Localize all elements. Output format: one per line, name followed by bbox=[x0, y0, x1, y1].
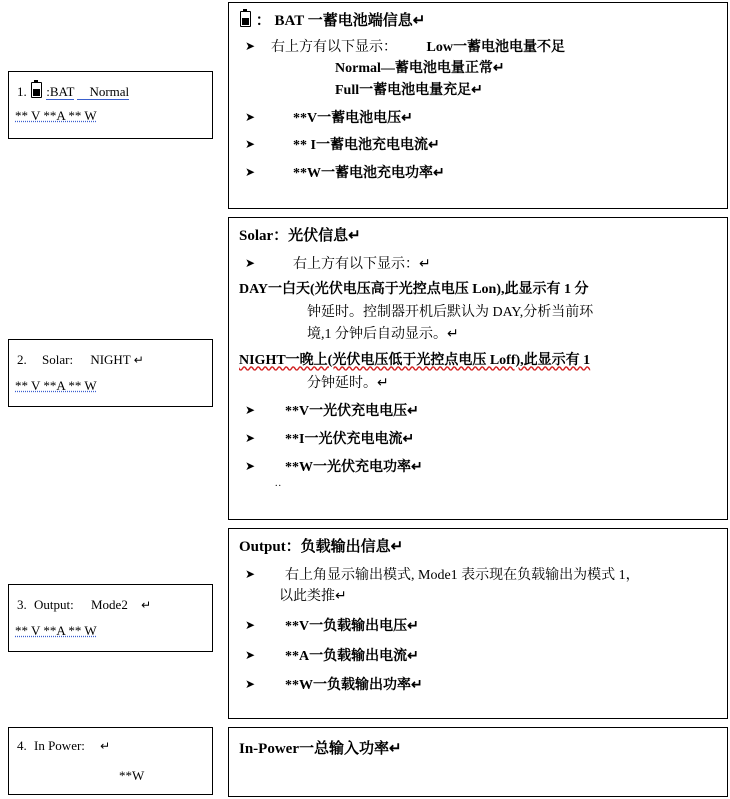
bullet-text: **V一负载输出电压↵ bbox=[285, 618, 419, 634]
bullet-tail-text: Low一蓄电池电量不足 bbox=[426, 39, 565, 55]
section-title-text: ： BAT 一蓄电池端信息↵ bbox=[255, 13, 426, 29]
bullet-text: **W一光伏充电功率↵ bbox=[285, 459, 423, 475]
bullet-row bbox=[239, 675, 717, 697]
arrow-bullet-icon: ➤ bbox=[245, 109, 256, 124]
paragraph-cont: 钟延时。控制器开机后默认为 DAY,分析当前环 bbox=[307, 304, 594, 320]
panel-status: Normal bbox=[77, 84, 129, 100]
arrow-bullet-icon: ➤ bbox=[245, 677, 256, 692]
bullet-text: **W一蓄电池充电功率↵ bbox=[293, 165, 445, 181]
bullet-text: **A一负载输出电流↵ bbox=[285, 648, 419, 664]
bullet-text: **V一光伏充电电压↵ bbox=[285, 404, 419, 420]
bullet-row bbox=[239, 108, 717, 130]
panel-index: 2. bbox=[17, 352, 27, 367]
panel-label: Output: bbox=[34, 597, 74, 612]
paragraph-lead-text: NIGHT一晚上(光伏电压低于光控点电压 Loff),此显示有 1 bbox=[239, 353, 591, 369]
section-title-output: Output：负载输出信息↵ bbox=[239, 539, 404, 555]
pilcrow-icon: ↵ bbox=[141, 598, 152, 612]
lcd-panel-inpower bbox=[8, 727, 213, 795]
bullet-row bbox=[239, 646, 717, 668]
pilcrow-icon: ↵ bbox=[133, 353, 144, 367]
panel-index: 3. bbox=[17, 597, 27, 612]
bullet-text: **W一负载输出功率↵ bbox=[285, 678, 423, 694]
panel-values: ** V **A ** W bbox=[15, 623, 97, 638]
lcd-line-1 bbox=[17, 597, 151, 613]
panel-status: Mode2 bbox=[90, 597, 128, 612]
battery-icon bbox=[31, 82, 42, 98]
paragraph-night bbox=[239, 350, 717, 395]
arrow-bullet-icon: ➤ bbox=[245, 38, 256, 53]
lcd-line-1 bbox=[17, 352, 144, 368]
bullet-text: **V一蓄电池电压↵ bbox=[293, 110, 413, 126]
lcd-line-1 bbox=[17, 82, 129, 100]
bullet-row bbox=[239, 429, 717, 451]
arrow-bullet-icon: ➤ bbox=[245, 566, 256, 581]
paragraph-lead: DAY一白天(光伏电压高于光控点电压 Lon),此显示有 1 分 bbox=[239, 282, 589, 298]
indent-line: 以此类推↵ bbox=[279, 589, 347, 605]
description-box-inpower bbox=[228, 727, 728, 797]
panel-values: **W bbox=[119, 768, 145, 783]
paragraph-day bbox=[239, 279, 717, 346]
bullet-text: 右上方有以下显示：↵ bbox=[293, 256, 431, 272]
arrow-bullet-icon: ➤ bbox=[245, 255, 256, 270]
arrow-bullet-icon: ➤ bbox=[245, 164, 256, 179]
lcd-panel-bat bbox=[8, 71, 213, 139]
panel-index: 1. bbox=[17, 84, 27, 99]
description-box-bat bbox=[228, 2, 728, 209]
arrow-bullet-icon: ➤ bbox=[245, 430, 256, 445]
bullet-row bbox=[239, 135, 717, 157]
bullet-row bbox=[239, 457, 717, 479]
lcd-line-2 bbox=[119, 768, 144, 784]
panel-label: :BAT bbox=[46, 84, 75, 99]
panel-label: Solar: bbox=[42, 352, 74, 367]
indent-line: Normal—蓄电池电量正常↵ bbox=[335, 61, 505, 77]
panel-values: ** V **A ** W bbox=[15, 378, 97, 393]
bullet-row bbox=[239, 163, 717, 185]
lcd-panel-output bbox=[8, 584, 213, 652]
arrow-bullet-icon: ➤ bbox=[245, 403, 256, 418]
lcd-line-2 bbox=[15, 108, 97, 124]
section-title-bat bbox=[239, 10, 717, 33]
panel-index: 4. bbox=[17, 738, 27, 753]
lcd-line-2 bbox=[15, 378, 97, 394]
panel-status: NIGHT bbox=[90, 352, 131, 367]
bullet-row bbox=[239, 37, 717, 59]
trailing-dots: .. bbox=[275, 478, 282, 490]
section-title-solar: Solar：光伏信息↵ bbox=[239, 228, 361, 244]
bullet-row bbox=[239, 401, 717, 423]
description-box-solar bbox=[228, 217, 728, 520]
paragraph-cont: 分钟延时。↵ bbox=[307, 375, 389, 391]
indent-line: Full一蓄电池电量充足↵ bbox=[335, 82, 483, 98]
bullet-text: **I一光伏充电电流↵ bbox=[285, 431, 415, 447]
arrow-bullet-icon: ➤ bbox=[245, 137, 256, 152]
lcd-line-2 bbox=[15, 623, 97, 639]
arrow-bullet-icon: ➤ bbox=[245, 617, 256, 632]
section-title-inpower: In-Power一总输入功率↵ bbox=[239, 741, 402, 757]
pilcrow-icon: ↵ bbox=[100, 739, 111, 753]
bullet-row bbox=[239, 254, 717, 276]
paragraph-lead bbox=[239, 353, 590, 368]
panel-values: ** V **A ** W bbox=[15, 108, 97, 123]
description-box-output bbox=[228, 528, 728, 719]
bullet-text: ** I一蓄电池充电电流↵ bbox=[293, 138, 440, 154]
lcd-line-1 bbox=[17, 738, 110, 754]
bullet-text: 右上角显示输出模式, Mode1 表示现在负载输出为模式 1， bbox=[285, 567, 640, 583]
panel-label: In Power: bbox=[34, 738, 85, 753]
lcd-panel-solar bbox=[8, 339, 213, 407]
bullet-text: 右上方有以下显示： bbox=[271, 39, 397, 55]
paragraph-cont: 境,1 分钟后自动显示。↵ bbox=[307, 326, 459, 342]
battery-icon bbox=[240, 11, 251, 27]
arrow-bullet-icon: ➤ bbox=[245, 647, 256, 662]
bullet-row bbox=[239, 616, 717, 638]
arrow-bullet-icon: ➤ bbox=[245, 458, 256, 473]
bullet-row bbox=[239, 565, 717, 587]
